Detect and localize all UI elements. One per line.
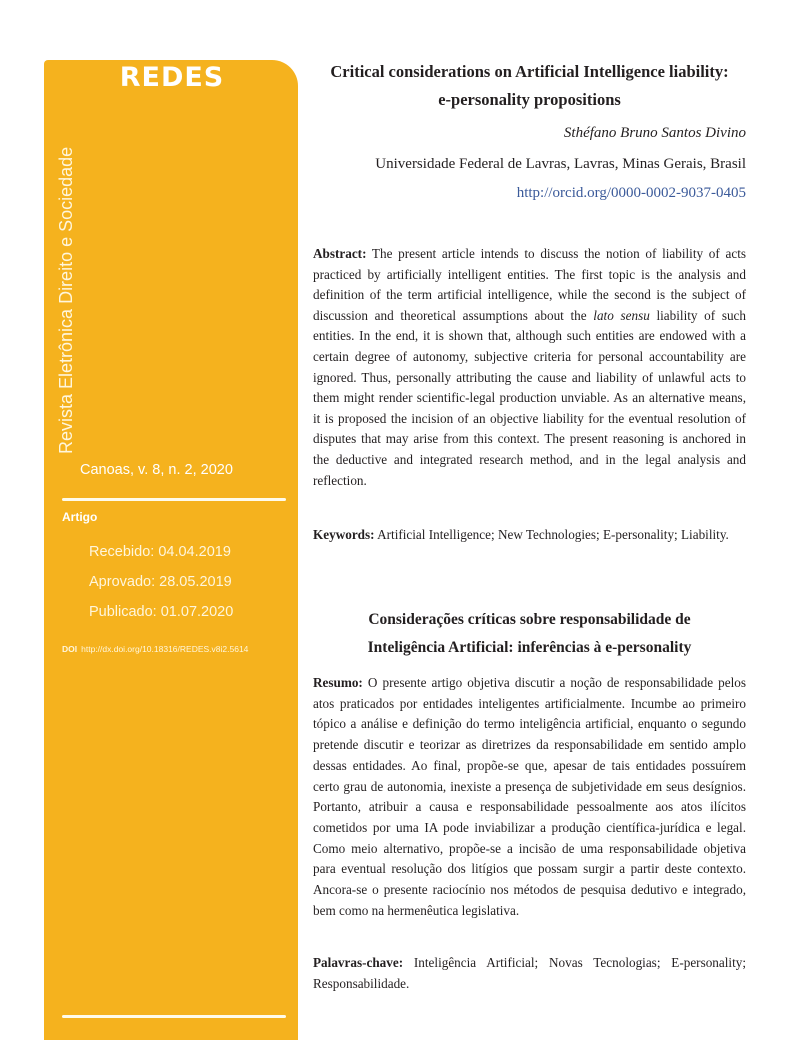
- keywords-text: Artificial Intelligence; New Technologies; E-personality; Liability.: [374, 527, 729, 542]
- journal-logo: REDES: [119, 62, 225, 93]
- doi: [62, 644, 248, 654]
- keywords-label: Keywords:: [313, 527, 375, 542]
- abstract-label: Abstract:: [313, 246, 367, 261]
- author-affiliation: Universidade Federal de Lavras, Lavras, Minas Gerais, Brasil: [375, 156, 746, 172]
- doi-link[interactable]: http://dx.doi.org/10.18316/REDES.v8i2.5614: [81, 644, 249, 654]
- doi-label: DOI: [62, 644, 78, 654]
- palavras-chave: [313, 953, 746, 994]
- title-line: Considerações críticas sobre responsabilidade de: [368, 611, 691, 628]
- resumo-label: Resumo:: [313, 675, 363, 690]
- published-date: Publicado: 01.07.2020: [89, 604, 234, 620]
- title-line: e-personality propositions: [438, 90, 621, 109]
- abstract-text: The present article intends to discuss the notion of liability of acts practiced by artificially intelligent entities. The first topic is the analysis and definition of the term artificial intelligence, while the second is the subject of discussion and theoretical assumptions about the: [313, 246, 746, 323]
- approved-date: Aprovado: 28.05.2019: [89, 574, 232, 590]
- article-dates: [89, 542, 233, 632]
- article-title: [313, 58, 746, 114]
- resumo: [313, 673, 746, 921]
- received-date: Recebido: 04.04.2019: [89, 544, 231, 560]
- title-line: Inteligência Artificial: inferências à e-personality: [367, 639, 692, 656]
- resumo-text: O presente artigo objetiva discutir a noção de responsabilidade pelos atos praticados por entidades inteligentes artificialmente. Incumbe ao primeiro tópico a análise e definição do termo inteligência artificial, enquanto o segundo pretende discutir e teorizar as diretrizes da responsabilidade em sentido amplo dessas entidades. Ao final, propõe-se que, apesar de tais entidades possuírem certo grau de autonomia, inexiste a presença de subjetividade em seus desígnios. Portanto, atribuir a causa e responsabilidade pessoalmente aos atos ilícitos cometidos por uma IA pode inviabilizar a produção científica-jurídica e legal. Como meio alternativo, propõe-se a incisão de uma responsabilidade objetiva para eventual resolução dos litígios que possam surgir a partir deste contexto. Ancora-se o presente raciocínio nos métodos de pesquisa dedutivo e integrado, bem como na hermenêutica legislativa.: [313, 675, 746, 918]
- issue-info: Canoas, v. 8, n. 2, 2020: [80, 462, 233, 478]
- journal-sidebar: [44, 60, 298, 1040]
- divider: [62, 1015, 286, 1018]
- palavras-chave-text: Inteligência Artificial; Novas Tecnologias; E-personality; Responsabilidade.: [313, 955, 746, 991]
- keywords: [313, 525, 746, 546]
- article-title-pt: [313, 606, 746, 662]
- section-label: Artigo: [62, 510, 98, 524]
- orcid-link[interactable]: http://orcid.org/0000-0002-9037-0405: [516, 185, 746, 201]
- author-name: Sthéfano Bruno Santos Divino: [563, 125, 746, 141]
- palavras-chave-label: Palavras-chave:: [313, 955, 404, 970]
- abstract-italic: lato sensu: [593, 307, 650, 323]
- abstract: [313, 244, 746, 491]
- divider: [62, 498, 286, 501]
- journal-name: Revista Eletrônica Direito e Sociedade: [56, 146, 76, 454]
- abstract-text: liability of such entities. In the end, it is shown that, although such entities are endowed with a certain degree of autonomy, subjective criteria for personal accountability are ignored. Thus, personally attributing the cause and liability of unlawful acts to them might render scientific-legal production unviable. As an alternative means, it is proposed the incision of an objective liability for the eventual resolution of disputes that may arise from this context. The present reasoning is anchored in the deductive and integrated research method, and in the legal analysis and reflection.: [313, 307, 746, 488]
- title-line: Critical considerations on Artificial Intelligence liability:: [330, 62, 729, 81]
